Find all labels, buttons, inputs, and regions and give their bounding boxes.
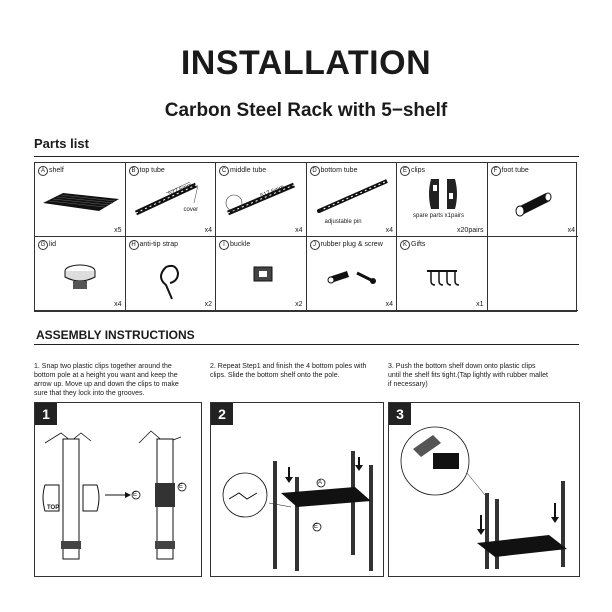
step-2-panel: 2 A E — [210, 402, 384, 577]
part-cell-rubber-plug: J rubber plug & screw x4 — [307, 237, 398, 311]
middle-tube-icon — [216, 163, 306, 237]
page-title: INSTALLATION — [180, 44, 432, 82]
top-tube-icon — [126, 163, 216, 237]
step-1-text: 1. Snap two plastic clips together around the bottom pole at a height you want and keep the arrow up. Move up and down the clips to make sure that they lock into the grooves. — [34, 363, 179, 397]
part-cell-lid: G lid x4 — [35, 237, 126, 311]
step-2-text: 2. Repeat Step1 and finish the 4 bottom poles with clips. Slide the bottom shelf onto the pole. — [210, 363, 367, 379]
buckle-icon — [216, 237, 306, 311]
part-cell-clips: E clips spare parts x1pairs x20pairs — [397, 163, 488, 237]
clips-icon — [397, 163, 487, 237]
step-3-illustration — [389, 403, 579, 576]
parts-list-heading: Parts list — [34, 136, 89, 151]
assembly-divider — [34, 344, 579, 345]
step-2-illustration — [211, 403, 383, 576]
part-cell-foot-tube: F foot tube x4 — [488, 163, 579, 237]
parts-grid — [34, 162, 577, 312]
page-subtitle: Carbon Steel Rack with 5−shelf — [164, 100, 448, 121]
part-cell-buckle: I buckle x2 — [216, 237, 307, 311]
part-cell-gifts: K Gifts x1 — [397, 237, 488, 311]
step-2-number: 2 — [211, 403, 233, 425]
part-cell-empty — [488, 237, 579, 311]
part-cell-bottom-tube: D bottom tube adjustable pin x4 — [307, 163, 398, 237]
part-cell-top-tube: B top tube 527.6mm cover x4 — [126, 163, 217, 237]
hooks-icon — [397, 237, 487, 311]
shelf-icon — [35, 163, 125, 237]
step-1-illustration — [35, 403, 201, 576]
step-3-text: 3. Push the bottom shelf down onto plastic clips until the shelf fits tight.(Tap lightly with rubber mallet if necessary) — [388, 363, 548, 388]
rubber-plug-screw-icon — [307, 237, 397, 311]
part-cell-anti-tip-strap: H anti-tip strap x2 — [126, 237, 217, 311]
bottom-tube-icon — [307, 163, 397, 237]
step-3-number: 3 — [389, 403, 411, 425]
part-cell-middle-tube: C middle tube 517.6mm x4 — [216, 163, 307, 237]
assembly-heading: ASSEMBLY INSTRUCTIONS — [36, 328, 195, 342]
anti-tip-strap-icon — [126, 237, 216, 311]
parts-divider — [34, 156, 579, 157]
lid-icon — [35, 237, 125, 311]
foot-tube-icon — [488, 163, 578, 237]
step-1-number: 1 — [35, 403, 57, 425]
part-cell-shelf: A shelf x5 — [35, 163, 126, 237]
step-3-panel — [388, 402, 580, 577]
step-1-panel: 1 E E TOP — [34, 402, 202, 577]
